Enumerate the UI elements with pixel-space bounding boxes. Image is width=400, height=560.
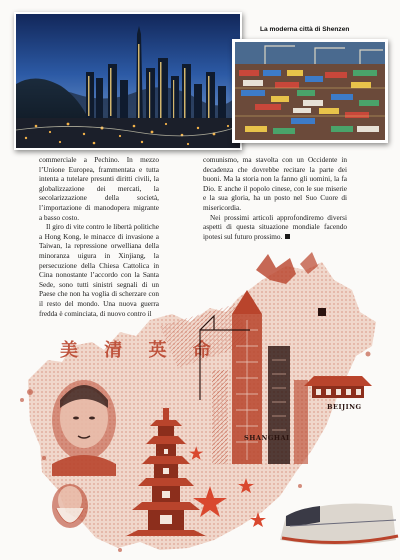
- column-2-paragraph-2: [203, 214, 347, 243]
- high-speed-train-drawing: [280, 504, 398, 545]
- chinese-characters: 美 清 英 命: [60, 340, 221, 361]
- shenzhen-city-photo: [14, 12, 242, 150]
- leader-portrait: [52, 380, 116, 476]
- column-2-paragraph-1: comunismo, ma stavolta con un Occidente in decadenza che dovrebbe recitare la parte dei buoni. Ma la storia non la fanno gli uomini, la fa Dio. E anche il popolo cinese, con le sue miserie e la sua gloria, ha un posto nel Suo Cuore di misericordia.: [203, 156, 347, 212]
- shanghai-label: SHANGHAI: [244, 434, 290, 442]
- beijing-label: BEIJING: [327, 403, 362, 411]
- beijing-gate-drawing: [304, 376, 372, 398]
- column-2-paragraph-2-text: Nei prossimi articoli approfondiremo diversi aspetti di questa situazione mondiale facendo ipotesi sul futuro prossimo.: [203, 213, 347, 241]
- column-1-paragraph-1: commerciale a Pechino. In mezzo l’Unione Europea, frammentata e tutta intenta a tutelare presunti diritti civili, la globalizzazione dei mercati, la secolarizzazione della società, l’importazione di manodopera migrante a basso costo.: [39, 156, 159, 222]
- end-of-article-mark: [285, 234, 290, 239]
- column-1-paragraph-2: Il giro di vite contro le libertà politiche a Hong Kong, le minacce di invasione a Taiwan, la repressione orwelliana della minoranza uigura in Xinjiang, la persecuzione della Chiesa Cattolica in Cina nonostante l’accordo con la Santa Sede, sono tutti sinistri segnali di un Paese che non ha voglia di scherzare con il resto del mondo. Una nuova guerra fredda è cominciata, di nuovo contro il: [39, 223, 159, 318]
- container-port-photo: [232, 39, 388, 143]
- photo-caption: La moderna città di Shenzen: [260, 26, 350, 33]
- article-column-2: [203, 156, 347, 242]
